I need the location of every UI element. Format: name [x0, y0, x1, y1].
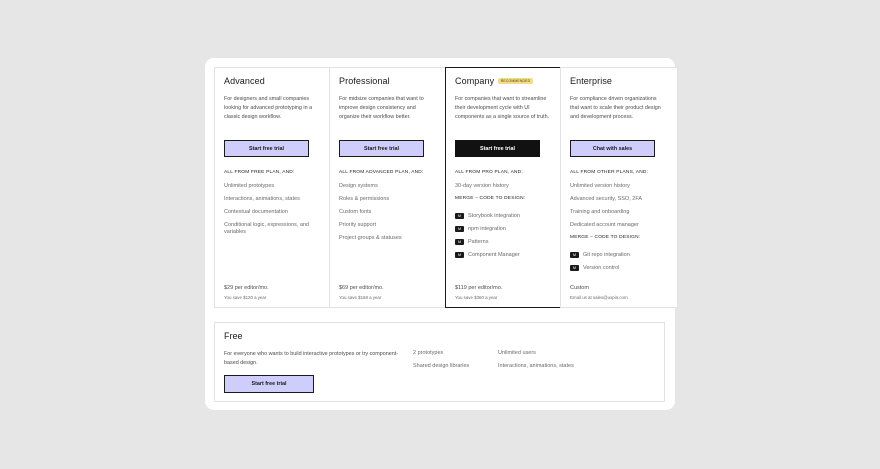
plan-card-enterprise [560, 67, 678, 308]
feature-item: Dedicated account manager [570, 222, 639, 228]
plan-card-professional [329, 67, 447, 308]
merge-heading: MERGE – CODE TO DESIGN: [570, 235, 641, 240]
feature-item: Shared design libraries [413, 363, 470, 369]
plan-title: Advanced [224, 76, 265, 86]
merge-feature-label: Git repo integration [583, 251, 630, 258]
merge-feature-label: Storybook integration [468, 212, 520, 219]
merge-feature-label: Patterns [468, 238, 489, 245]
features-heading: ALL FROM OTHER PLANS, AND: [570, 170, 649, 175]
merge-icon: M [455, 226, 464, 232]
feature-list [570, 170, 670, 274]
plan-card-company [445, 67, 563, 308]
feature-item: 2 prototypes [413, 350, 444, 356]
merge-feature-label: npm integration [468, 225, 506, 232]
merge-feature-label: Component Manager [468, 251, 520, 258]
plan-title: Company [455, 76, 495, 86]
merge-feature-item [455, 222, 555, 235]
feature-item: Roles & permissions [339, 196, 390, 202]
chat-with-sales-button[interactable]: Chat with sales [570, 140, 655, 157]
feature-item: Conditional logic, expressions, and variables [224, 222, 309, 235]
merge-feature-item [570, 248, 670, 261]
plan-price: $119 per editor/mo. [455, 285, 503, 291]
feature-item: Design systems [339, 183, 378, 189]
feature-item: Priority support [339, 222, 376, 228]
merge-feature-item [455, 248, 555, 261]
start-free-trial-button[interactable]: Start free trial [224, 375, 314, 393]
plan-price: Custom [570, 285, 589, 291]
plan-savings: You save $120 a year [224, 295, 267, 300]
merge-icon: M [570, 252, 579, 258]
feature-item: Training and onboarding [570, 209, 630, 215]
feature-item: Project groups & statuses [339, 235, 402, 241]
plan-title: Professional [339, 76, 390, 86]
merge-icon: M [455, 252, 464, 258]
merge-feature-item [570, 261, 670, 274]
feature-item: Interactions, animations, states [498, 363, 574, 369]
plan-description: For midsize companies that want to improve design consistency and organize their workflow better. [339, 96, 424, 120]
merge-feature-item [455, 235, 555, 248]
feature-item: Custom fonts [339, 209, 372, 215]
feature-item: Contextual documentation [224, 209, 288, 215]
feature-item: Unlimited prototypes [224, 183, 275, 189]
recommended-badge: RECOMMENDED [498, 78, 533, 85]
plan-savings: You save $360 a year [455, 295, 498, 300]
plan-title: Free [224, 331, 243, 341]
plan-card-free [214, 322, 665, 402]
start-free-trial-button[interactable]: Start free trial [339, 140, 424, 157]
plan-savings: You save $168 a year [339, 295, 382, 300]
features-heading: ALL FROM FREE PLAN, AND: [224, 170, 295, 175]
feature-list [455, 170, 555, 261]
merge-feature-label: Version control [583, 264, 620, 271]
feature-item: 30-day version history [455, 183, 509, 189]
features-heading: ALL FROM PRO PLAN, AND: [455, 170, 523, 175]
plan-description: For companies that want to streamline their development cycle with UI components as a single source of truth. [455, 96, 550, 120]
merge-heading: MERGE – CODE TO DESIGN: [455, 196, 526, 201]
plan-card-advanced [214, 67, 332, 308]
plan-price: $29 per editor/mo. [224, 285, 269, 291]
feature-item: Unlimited users [498, 350, 536, 356]
sales-email[interactable]: Email us at sales@uxpin.com [570, 295, 628, 300]
feature-list [339, 170, 439, 248]
merge-feature-item [455, 209, 555, 222]
free-feature-column [498, 350, 574, 376]
start-free-trial-button[interactable]: Start free trial [224, 140, 309, 157]
plan-price: $69 per editor/mo. [339, 285, 384, 291]
plan-title: Enterprise [570, 76, 613, 86]
plan-description: For everyone who wants to build interactive prototypes or try component-based design. [224, 351, 399, 366]
merge-icon: M [455, 213, 464, 219]
feature-item: Advanced security, SSO, 2FA [570, 196, 643, 202]
start-free-trial-button[interactable]: Start free trial [455, 140, 540, 157]
plan-description: For compliance driven organizations that want to scale their product design and development process. [570, 96, 661, 120]
free-feature-column [413, 350, 469, 376]
feature-item: Interactions, animations, states [224, 196, 300, 202]
merge-icon: M [455, 239, 464, 245]
plan-description: For designers and small companies looking for advanced prototyping in a classic design workflow. [224, 96, 313, 120]
feature-list [224, 170, 324, 242]
merge-icon: M [570, 265, 579, 271]
features-heading: ALL FROM ADVANCED PLAN, AND: [339, 170, 424, 175]
feature-item: Unlimited version history [570, 183, 630, 189]
pricing-panel [205, 58, 675, 410]
